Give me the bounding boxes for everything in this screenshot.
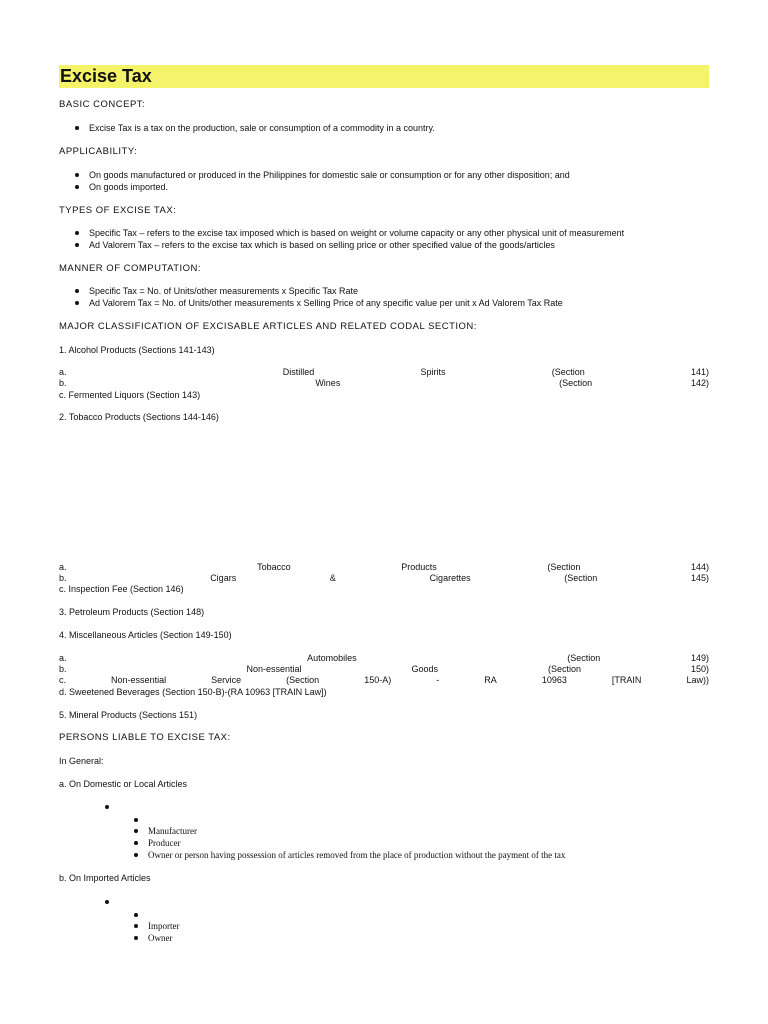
bullet-icon bbox=[75, 301, 79, 305]
computation-item: Specific Tax = No. of Units/other measurements x Specific Tax Rate bbox=[75, 286, 358, 296]
bullet-icon bbox=[75, 231, 79, 235]
bullet-icon bbox=[134, 829, 138, 833]
bullet-icon bbox=[75, 173, 79, 177]
tobacco-row-a: a. Tobacco Products (Section 144) bbox=[59, 562, 709, 572]
imported-heading: b. On Imported Articles bbox=[59, 873, 151, 883]
tobacco-row-b: b. Cigars & Cigarettes (Section 145) bbox=[59, 573, 709, 583]
bullet-icon bbox=[134, 936, 138, 940]
bullet-icon bbox=[75, 289, 79, 293]
misc-heading: 4. Miscellaneous Articles (Section 149-150) bbox=[59, 630, 232, 640]
persons-label: PERSONS LIABLE TO EXCISE TAX: bbox=[59, 732, 231, 743]
misc-row-c: c. Non-essential Service (Section 150-A) - RA 10963 [TRAIN Law)) bbox=[59, 675, 709, 685]
domestic-item: Producer bbox=[134, 838, 181, 848]
alcohol-row-b: b. Wines (Section 142) bbox=[59, 378, 709, 388]
domestic-item: Owner or person having possession of articles removed from the place of production without the payment of the tax bbox=[134, 850, 565, 860]
bullet-icon bbox=[75, 243, 79, 247]
alcohol-row-a: a. Distilled Spirits (Section 141) bbox=[59, 367, 709, 377]
basic-concept-label: BASIC CONCEPT: bbox=[59, 99, 146, 110]
misc-row-d: d. Sweetened Beverages (Section 150-B)-(RA 10963 [TRAIN Law]) bbox=[59, 687, 327, 697]
bullet-icon bbox=[134, 853, 138, 857]
misc-row-a: a. Automobiles (Section 149) bbox=[59, 653, 709, 663]
computation-label: MANNER OF COMPUTATION: bbox=[59, 263, 202, 274]
alcohol-row-c: c. Fermented Liquors (Section 143) bbox=[59, 390, 201, 400]
alcohol-heading: 1. Alcohol Products (Sections 141-143) bbox=[59, 345, 215, 355]
classification-label: MAJOR CLASSIFICATION OF EXCISABLE ARTICLES AND RELATED CODAL SECTION: bbox=[59, 321, 477, 332]
tobacco-heading: 2. Tobacco Products (Sections 144-146) bbox=[59, 412, 219, 422]
types-item: Specific Tax – refers to the excise tax imposed which is based on weight or volume capacity or any other physical unit of measurement bbox=[75, 228, 624, 238]
domestic-heading: a. On Domestic or Local Articles bbox=[59, 779, 188, 789]
applicability-label: APPLICABILITY: bbox=[59, 146, 138, 157]
mineral-heading: 5. Mineral Products (Sections 151) bbox=[59, 710, 198, 720]
bullet-icon bbox=[105, 805, 109, 809]
bullet-icon bbox=[134, 841, 138, 845]
tobacco-row-c: c. Inspection Fee (Section 146) bbox=[59, 584, 184, 594]
bullet-icon bbox=[75, 126, 79, 130]
bullet-icon bbox=[75, 185, 79, 189]
bullet-icon bbox=[105, 900, 109, 904]
domestic-item: Manufacturer bbox=[134, 826, 197, 836]
types-label: TYPES OF EXCISE TAX: bbox=[59, 205, 177, 216]
types-item: Ad Valorem Tax – refers to the excise tax which is based on selling price or other specified value of the goods/articles bbox=[75, 240, 555, 250]
imported-item: Owner bbox=[134, 933, 173, 943]
in-general-label: In General: bbox=[59, 756, 104, 766]
title-highlight bbox=[59, 65, 709, 88]
bullet-icon bbox=[134, 818, 138, 822]
basic-concept-item: Excise Tax is a tax on the production, sale or consumption of a commodity in a country. bbox=[75, 123, 435, 133]
imported-item: Importer bbox=[134, 921, 180, 931]
page-title: Excise Tax bbox=[60, 66, 152, 86]
misc-row-b: b. Non-essential Goods (Section 150) bbox=[59, 664, 709, 674]
applicability-item: On goods imported. bbox=[75, 182, 168, 192]
computation-item: Ad Valorem Tax = No. of Units/other measurements x Selling Price of any specific value per unit x Ad Valorem Tax Rate bbox=[75, 298, 563, 308]
bullet-icon bbox=[134, 913, 138, 917]
bullet-icon bbox=[134, 924, 138, 928]
petroleum-heading: 3. Petroleum Products (Section 148) bbox=[59, 607, 205, 617]
applicability-item: On goods manufactured or produced in the Philippines for domestic sale or consumption or for any other disposition; and bbox=[75, 170, 570, 180]
